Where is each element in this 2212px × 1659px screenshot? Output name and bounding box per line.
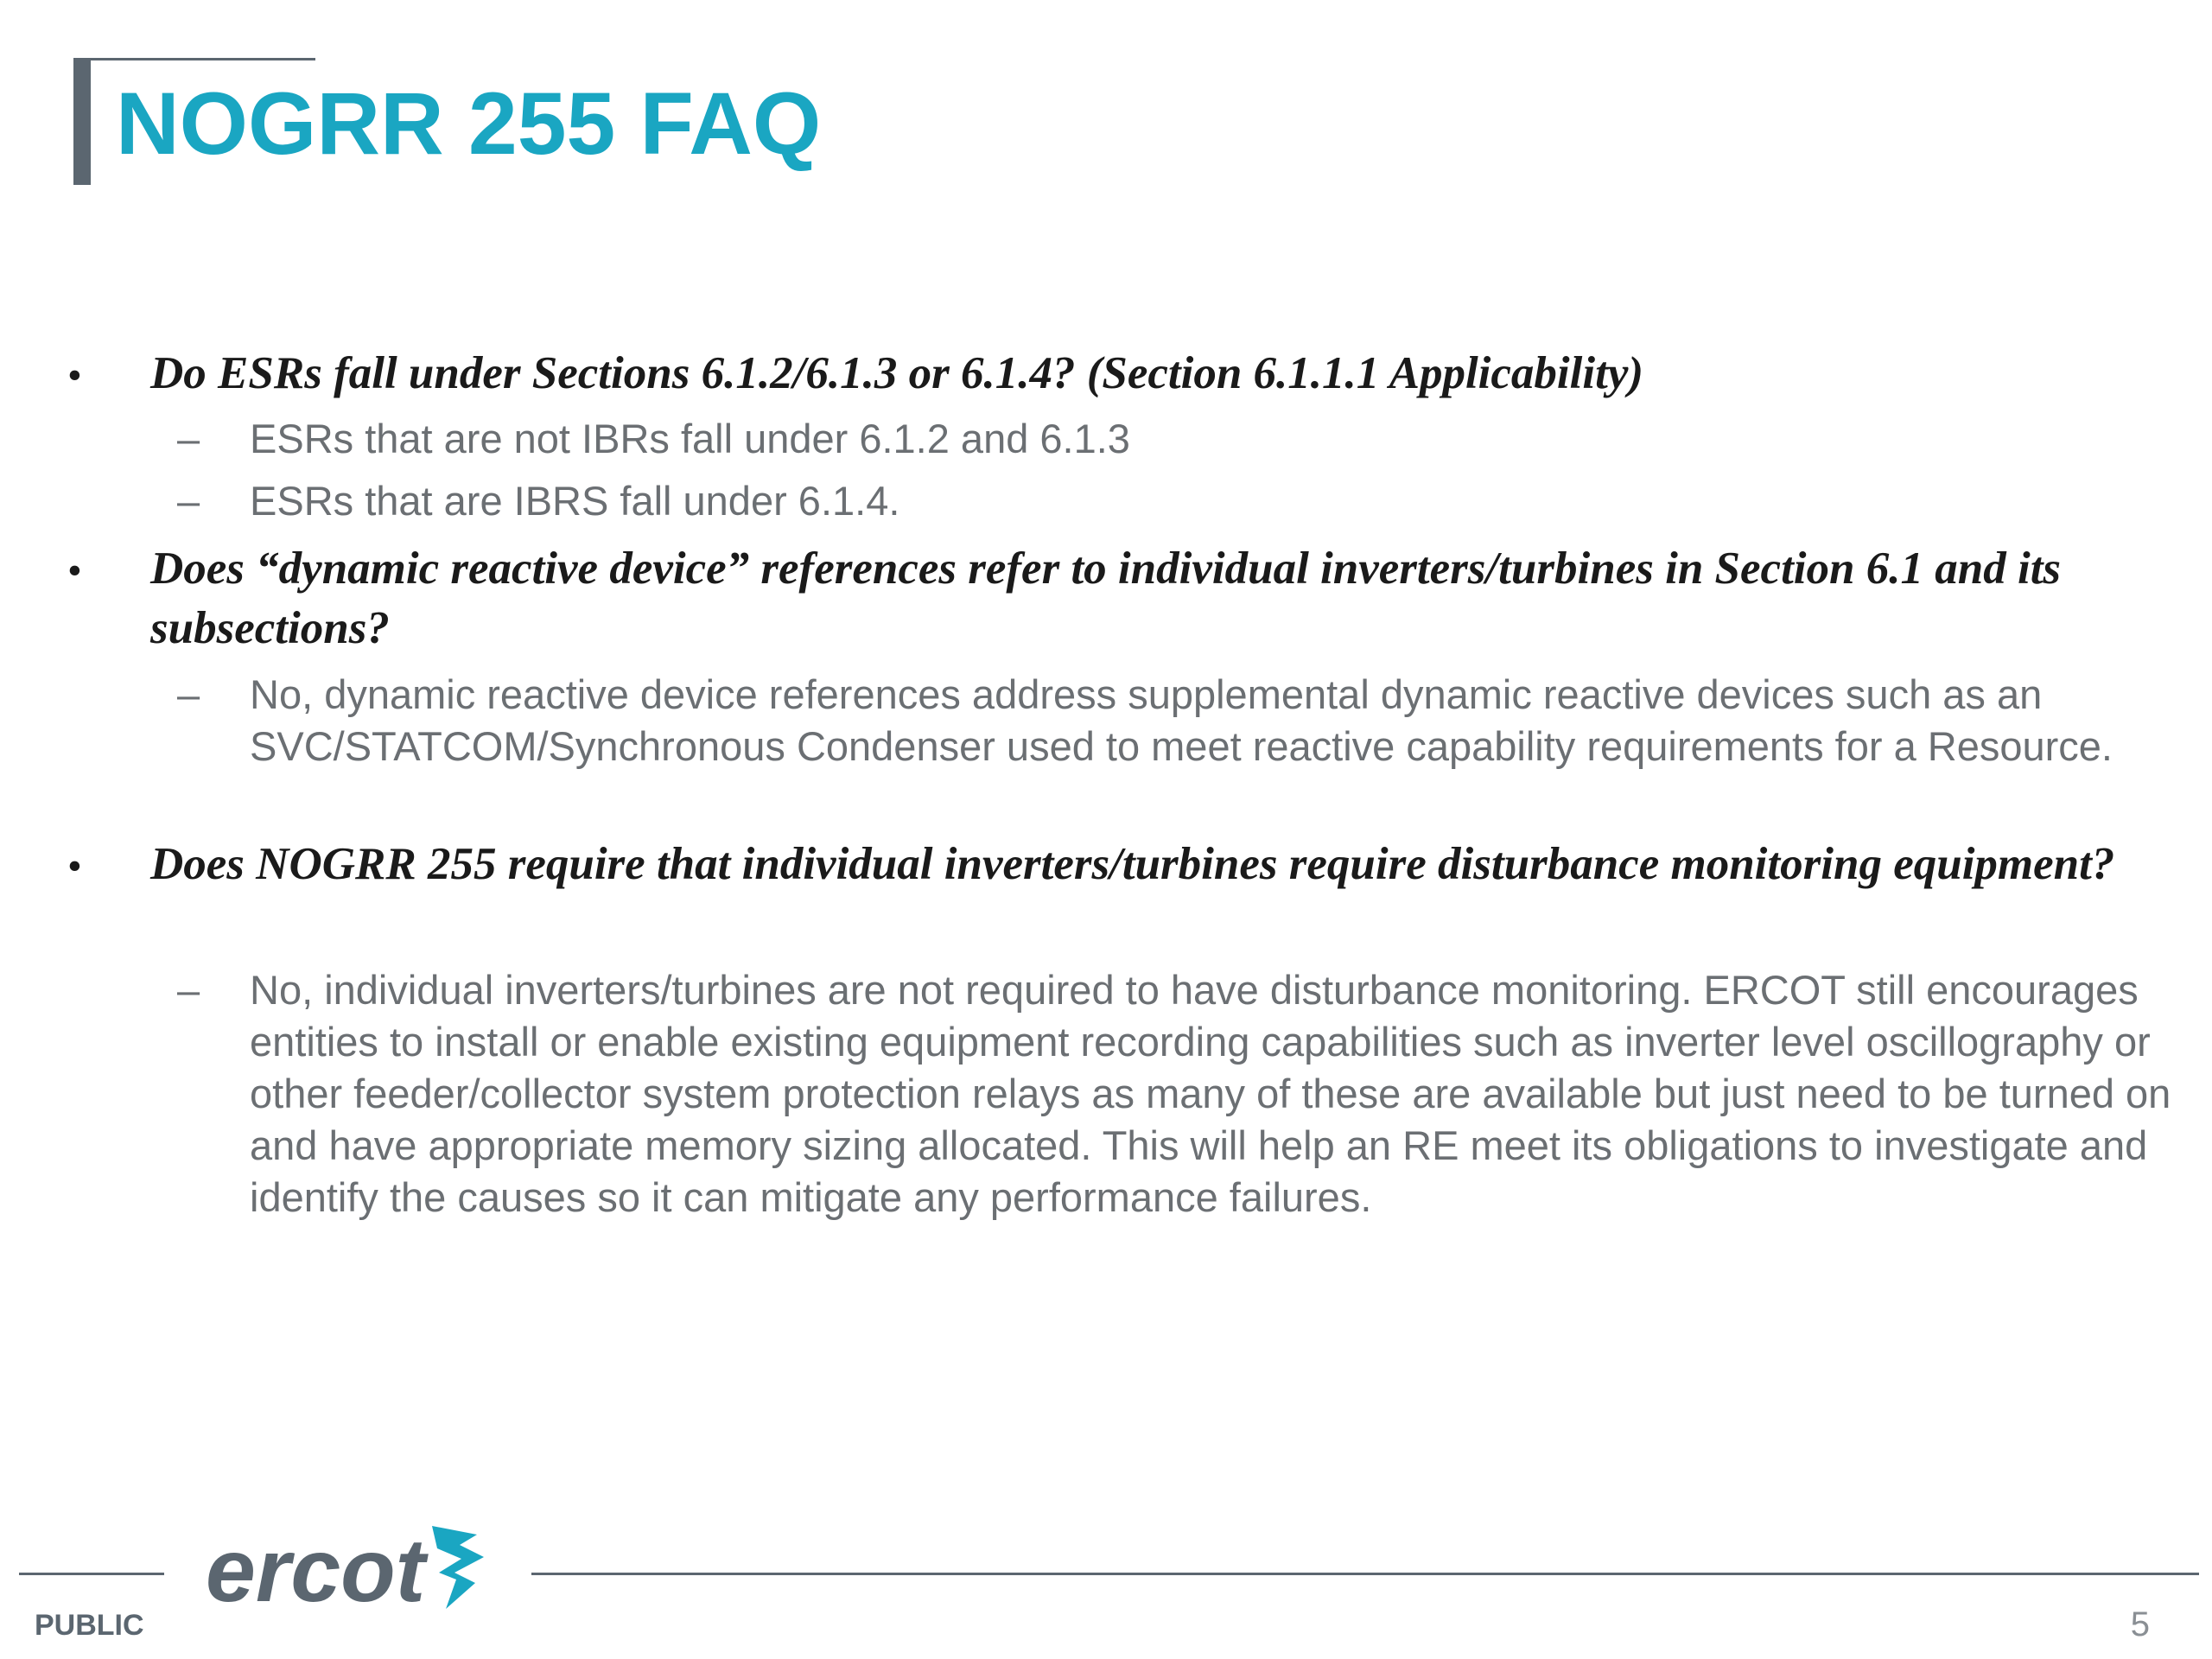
faq-answer: ESRs that are IBRS fall under 6.1.4.: [250, 478, 900, 524]
footer-divider-right: [531, 1573, 2199, 1575]
logo-bolt-icon: [432, 1526, 484, 1609]
bullet-icon: •: [67, 353, 82, 398]
bullet-icon: •: [67, 548, 82, 594]
dash-icon: –: [177, 416, 200, 461]
faq-answer: ESRs that are not IBRs fall under 6.1.2 and 6.1.3: [250, 416, 1130, 461]
footer-divider-left: [19, 1573, 164, 1575]
title-frame-bar: [73, 58, 91, 185]
faq-question: Does “dynamic reactive device” references refer to individual inverters/turbines in Section 6.1 and its subsections?: [150, 543, 2062, 653]
faq-answer: No, dynamic reactive device references address supplemental dynamic reactive devices such as an SVC/STATCOM/Synchronous Condenser used to meet reactive capability requirements for a Resource.: [250, 671, 2113, 769]
faq-question: Do ESRs fall under Sections 6.1.2/6.1.3 or 6.1.4? (Section 6.1.1.1 Applicability): [150, 348, 1643, 398]
page-number: 5: [2130, 1605, 2150, 1643]
faq-answer: No, individual inverters/turbines are not required to have disturbance monitoring. ERCOT still encourages entities to install or enable existing equipment recording capabilities such as inverter level oscillography or other feeder/collector system protection relays as many of these are available but just need to be turned on and have appropriate memory sizing allocated. This will help an RE meet its obligations to investigate and identify the causes so it can mitigate any performance failures.: [250, 967, 2171, 1220]
dash-icon: –: [177, 671, 200, 717]
bullet-icon: •: [67, 843, 82, 889]
logo-wordmark: ercot: [206, 1521, 426, 1621]
faq-question: Does NOGRR 255 require that individual inverters/turbines require disturbance monitoring equipment?: [150, 839, 2115, 889]
title-frame-top-line: [73, 58, 315, 60]
ercot-logo: [206, 1519, 499, 1631]
dash-icon: –: [177, 967, 200, 1013]
slide-title: NOGRR 255 FAQ: [116, 74, 822, 173]
dash-icon: –: [177, 478, 200, 524]
classification-label: PUBLIC: [35, 1609, 144, 1642]
